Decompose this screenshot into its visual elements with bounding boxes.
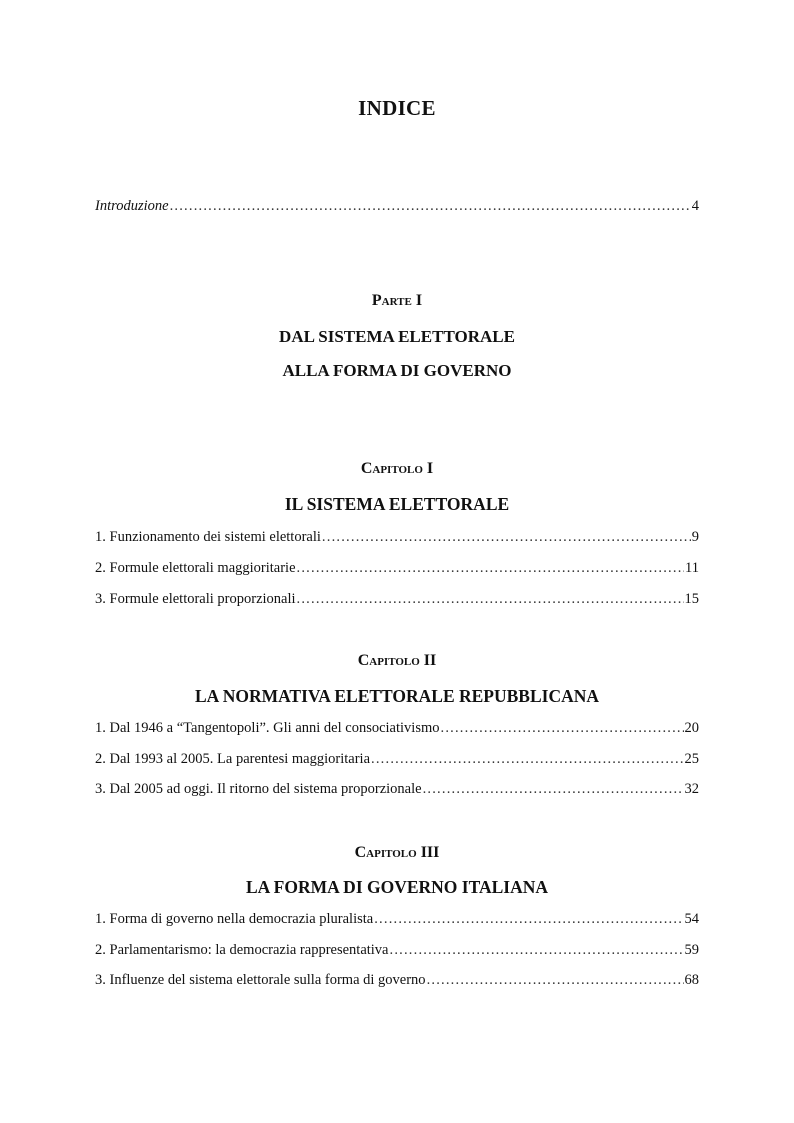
dot-leader [297,591,684,608]
chapter-title: LA FORMA DI GOVERNO ITALIANA [245,877,549,897]
dot-leader [297,560,685,577]
toc-entry-page: 9 [691,529,699,545]
toc-entry-label: 3. Influenze del sistema elettorale sulla forma di governo [95,972,426,988]
chapter-title: IL SISTEMA ELETTORALE [284,494,510,514]
toc-entry[interactable] [95,972,699,989]
toc-entry-page: 25 [684,751,699,767]
part-label: Parte I [371,292,423,309]
toc-entry-label: 3. Dal 2005 ad oggi. Il ritorno del sistema proporzionale [95,781,422,797]
toc-entry-label: 1. Funzionamento dei sistemi elettorali [95,529,321,545]
dot-leader [427,972,684,989]
toc-entry[interactable] [95,560,699,577]
toc-entry-label: 1. Forma di governo nella democrazia pluralista [95,911,374,927]
part-title-line1: DAL SISTEMA ELETTORALE [279,327,515,346]
chapter-label: Capitolo II [357,652,437,669]
toc-entry-introduzione[interactable] [95,198,699,215]
chapter-title: LA NORMATIVA ELETTORALE REPUBBLICANA [194,686,600,706]
toc-entry-label: 2. Dal 1993 al 2005. La parentesi maggioritaria [95,751,371,767]
toc-entry-label: Introduzione [95,198,169,214]
toc-entry[interactable] [95,591,699,608]
toc-entry-page: 59 [684,942,699,958]
toc-entry[interactable] [95,781,699,798]
dot-leader [390,942,684,959]
toc-entry-page: 68 [684,972,699,988]
toc-entry[interactable] [95,911,699,928]
toc-entry[interactable] [95,720,699,737]
chapter-label: Capitolo I [360,460,434,477]
toc-entry[interactable] [95,751,699,768]
toc-entry-label: 3. Formule elettorali proporzionali [95,591,296,607]
toc-entry-page: 11 [685,560,699,576]
toc-entry-label: 1. Dal 1946 a “Tangentopoli”. Gli anni del consociativismo [95,720,440,736]
page-title: INDICE [358,96,436,120]
dot-leader [423,781,684,798]
toc-entry-page: 4 [691,198,699,214]
toc-entry-label: 2. Parlamentarismo: la democrazia rappresentativa [95,942,389,958]
toc-entry[interactable] [95,529,699,546]
toc-entry-page: 15 [684,591,699,607]
part-title-line2: ALLA FORMA DI GOVERNO [282,361,512,380]
toc-entry-label: 2. Formule elettorali maggioritarie [95,560,296,576]
toc-entry-page: 20 [684,720,699,736]
dot-leader [441,720,684,737]
chapter-label: Capitolo III [354,844,440,861]
toc-entry[interactable] [95,942,699,959]
dot-leader [371,751,683,768]
toc-entry-page: 54 [684,911,699,927]
dot-leader [374,911,683,928]
dot-leader [170,198,691,215]
dot-leader [322,529,691,546]
toc-entry-page: 32 [684,781,699,797]
